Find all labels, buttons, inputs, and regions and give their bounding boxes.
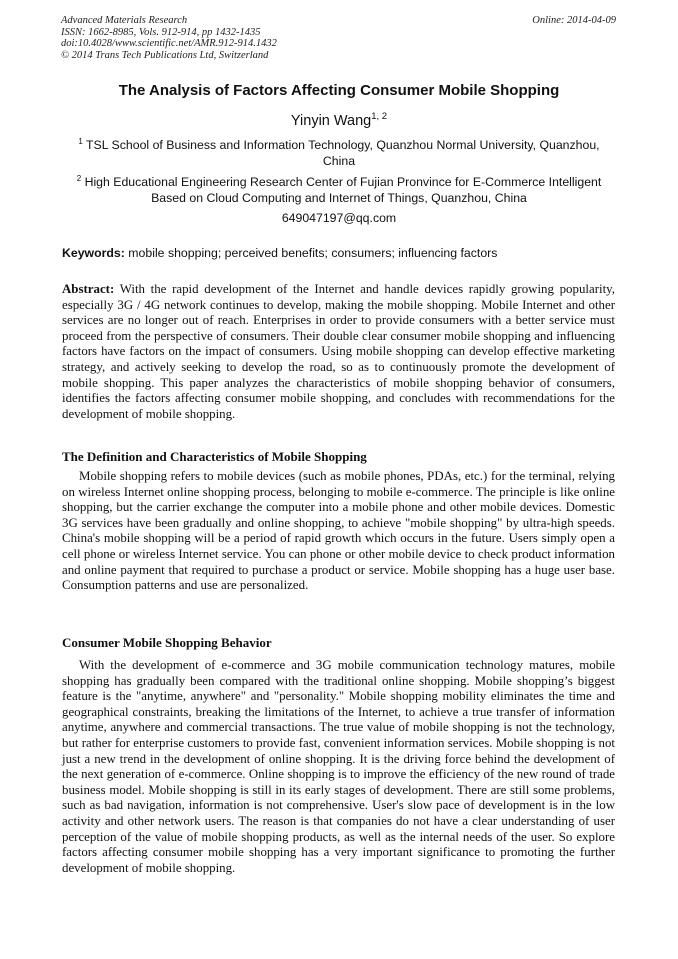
author-affiliation-marks: 1, 2 xyxy=(371,111,388,122)
journal-name: Advanced Materials Research xyxy=(61,15,188,26)
affiliation-1-text: TSL School of Business and Information Technology, Quanzhou Normal University, Quanzhou, China xyxy=(86,138,600,168)
doi-line: doi:10.4028/www.scientific.net/AMR.912-914.1432 xyxy=(61,38,277,50)
affiliation-2 xyxy=(62,174,616,206)
paper-title: The Analysis of Factors Affecting Consumer Mobile Shopping xyxy=(118,82,560,99)
author-line xyxy=(0,112,678,130)
issn-line: ISSN: 1662-8985, Vols. 912-914, pp 1432-1435 xyxy=(61,26,261,38)
section-body: Mobile shopping refers to mobile devices (such as mobile phones, PDAs, etc.) for the terminal, relying on wireless Internet online shopping process, belonging to mobile e-commerce. The principle is like online shopping, but the carrier exchange the computer into a mobile phone and other mobile devices. Domestic 3G services have been gradually and online shopping, to achieve "mobile shopping" by ultra-high speeds. China's mobile shopping will be a period of rapid growth which occurs in the future. Users simply open a cell phone or wireless Internet service. You can phone or other mobile device to check product information and online payment that required to purchase a product or service. Mobile shopping has a huge user base. Consumption patterns and use are personalized. xyxy=(62,469,615,593)
affiliation-1 xyxy=(62,137,616,169)
journal-header xyxy=(61,15,391,61)
abstract xyxy=(62,282,615,422)
section-heading: Consumer Mobile Shopping Behavior xyxy=(62,635,272,650)
abstract-label: Abstract: xyxy=(62,282,115,296)
copyright-line: © 2014 Trans Tech Publications Ltd, Switzerland xyxy=(61,49,269,61)
keywords-label: Keywords: xyxy=(62,246,125,260)
author-name: Yinyin Wang xyxy=(290,113,372,129)
author-email: 649047197@qq.com xyxy=(281,211,397,225)
keywords xyxy=(62,245,616,261)
keywords-text: mobile shopping; perceived benefits; consumers; influencing factors xyxy=(128,246,498,260)
section-heading: The Definition and Characteristics of Mobile Shopping xyxy=(62,449,367,464)
affiliation-2-text: High Educational Engineering Research Center of Fujian Pronvince for E-Commerce Intelligent Based on Cloud Computing and Internet of Things, Quanzhou, China xyxy=(84,175,602,205)
affiliation-2-mark: 2 xyxy=(76,174,82,183)
online-date: Online: 2014-04-09 xyxy=(532,15,616,26)
section-body: With the development of e-commerce and 3G mobile communication technology matures, mobile shopping has gradually been compared with the traditional online shopping. Mobile shopping’s biggest feature is the "anytime, anywhere" and "personality." Mobile shopping mobility eliminates the time and geographical constraints, breaking the limitations of the Internet, to achieve a true transfer of information anytime, anywhere and commercial transactions. The true value of mobile shopping is not the technology, but rather for enterprise customers to provide fast, convenient information services. Mobile shopping is not just a new trend in the development of online shopping. It is the driving force behind the development of the next generation of e-commerce. Online shopping is to improve the efficiency of the new round of trade business model. Mobile shopping is still in its early stages of development. There are still some problems, such as bad navigation, information is not comprehensive. User's slow pace of development is in the low activity and other network users. The reason is that companies do not have a clear understanding of user perception of the value of mobile shopping products, as well as the internal needs of the user. So explore factors affecting consumer mobile shopping has a very important significance to promoting the further development of mobile shopping. xyxy=(62,658,615,875)
affiliation-1-mark: 1 xyxy=(78,137,83,146)
abstract-text: With the rapid development of the Internet and handle devices rapidly growing popularity, especially 3G / 4G network continues to develop, making the mobile shopping. Mobile Internet and other services are no longer out of reach. Enterprises in order to provide consumers with a better service must proceed from the perspective of consumers. Their double clear consumer mobile shopping and influencing factors have factors on the impact of consumers. Using mobile shopping can develop effective marketing strategy, and actively seeking to develop the road, so as to continuously promote the development of mobile shopping. This paper analyzes the characteristics of mobile shopping behavior of consumers, identifies the factors affecting consumer mobile shopping, and concludes with recommendations for the development of mobile shopping. xyxy=(62,282,615,421)
